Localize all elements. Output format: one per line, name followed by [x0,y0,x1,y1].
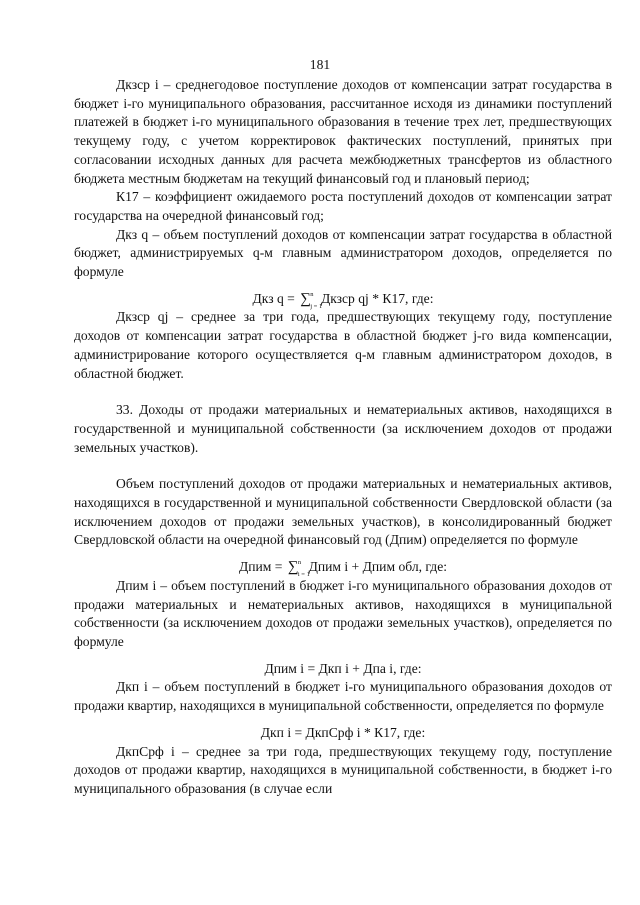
sum-lower-limit: j = 1 [310,302,323,310]
formula-dkp-i: Дкп i = ДкпСрф i * К17, где: [260,724,426,740]
formula-right: Дкзср qj * К17, где: [320,290,434,306]
formula-left: Дпим = [238,559,286,575]
section-heading-33: 33. Доходы от продажи материальных и нематериальных активов, находящихся в государственной и муниципальной собственности (за исключением доходов от продажи земельных участков). [74,402,612,455]
spacer [74,457,612,475]
sum-symbol-icon: ∑ n j = 1 [298,290,321,309]
formula-left: Дкз q = [252,290,299,306]
sum-upper-limit: n [310,290,314,298]
formula-dpim-i: Дпим i = Дкп i + Дпа i, где: [264,660,422,676]
formula-right: Дпим i + Дпим обл, где: [308,559,448,575]
spacer [74,716,612,724]
formula-dpim [74,558,612,577]
spacer [74,652,612,660]
paragraph-dkzsr-qj-definition: Дкзср qj – среднее за три года, предшествующих текущему году, поступление доходов от компенсации затрат государства в областной бюджет j-го вида компенсации, администрирование которого осуществляется q-м главным администратором доходов, в областной бюджет. [74,309,612,381]
spacer [74,383,612,401]
sum-upper-limit: n [297,559,302,567]
paragraph-dkzsr-definition: Дкзср i – среднегодовое поступление доходов от компенсации затрат государства в бюджет i-го муниципального образования, рассчитанное исходя из динамики поступлений платежей в бюджет i-го муниципального образования в течение трех лет, предшествующих текущему году, с учетом корректировок фактических поступлений, принятых при согласовании исходных данных для расчета межбюджетных трансфертов из областного бюджета местным бюджетам на текущий финансовый год и плановый период; [74,77,612,186]
spacer [74,282,612,290]
paragraph-dkp-i-definition: Дкп i – объем поступлений в бюджет i-го муниципального образования доходов от продажи квартир, находящихся в муниципальной собственности, определяется по формуле [74,679,612,714]
paragraph-dpim-i-definition: Дпим i – объем поступлений в бюджет i-го муниципального образования доходов от продажи материальных и нематериальных активов, находящихся в муниципальной собственности (за исключением доходов от продажи земельных участков), определяется по формуле [74,577,612,649]
sum-symbol-icon: ∑ n i = 1 [286,558,309,577]
paragraph-dkpsrf-definition: ДкпСрф i – среднее за три года, предшествующих текущему году, поступление доходов от продажи квартир, находящихся в муниципальной собственности, в бюджет i-го муниципального образования (в случае если [74,743,612,796]
paragraph-k17-definition: К17 – коэффициент ожидаемого роста поступлений доходов от компенсации затрат государства на очередной финансовый год; [74,189,612,223]
document-body [74,76,612,799]
spacer [74,550,612,558]
formula-dkz-q [74,290,612,309]
sum-lower-limit: i = 1 [297,571,310,579]
page-number: 181 [309,57,331,72]
paragraph-dkz-q-definition: Дкз q – объем поступлений доходов от компенсации затрат государства в областной бюджет, администрируемых q-м главным администратором доходов, определяется по формуле [74,226,612,280]
paragraph-dpim-definition: Объем поступлений доходов от продажи материальных и нематериальных активов, находящихся в государственной и муниципальной собственности Свердловской области (за исключением доходов от продажи земельных участков), в консолидированный бюджет Свердловской области на очередной финансовый год (Дпим) определяется по формуле [74,476,612,548]
